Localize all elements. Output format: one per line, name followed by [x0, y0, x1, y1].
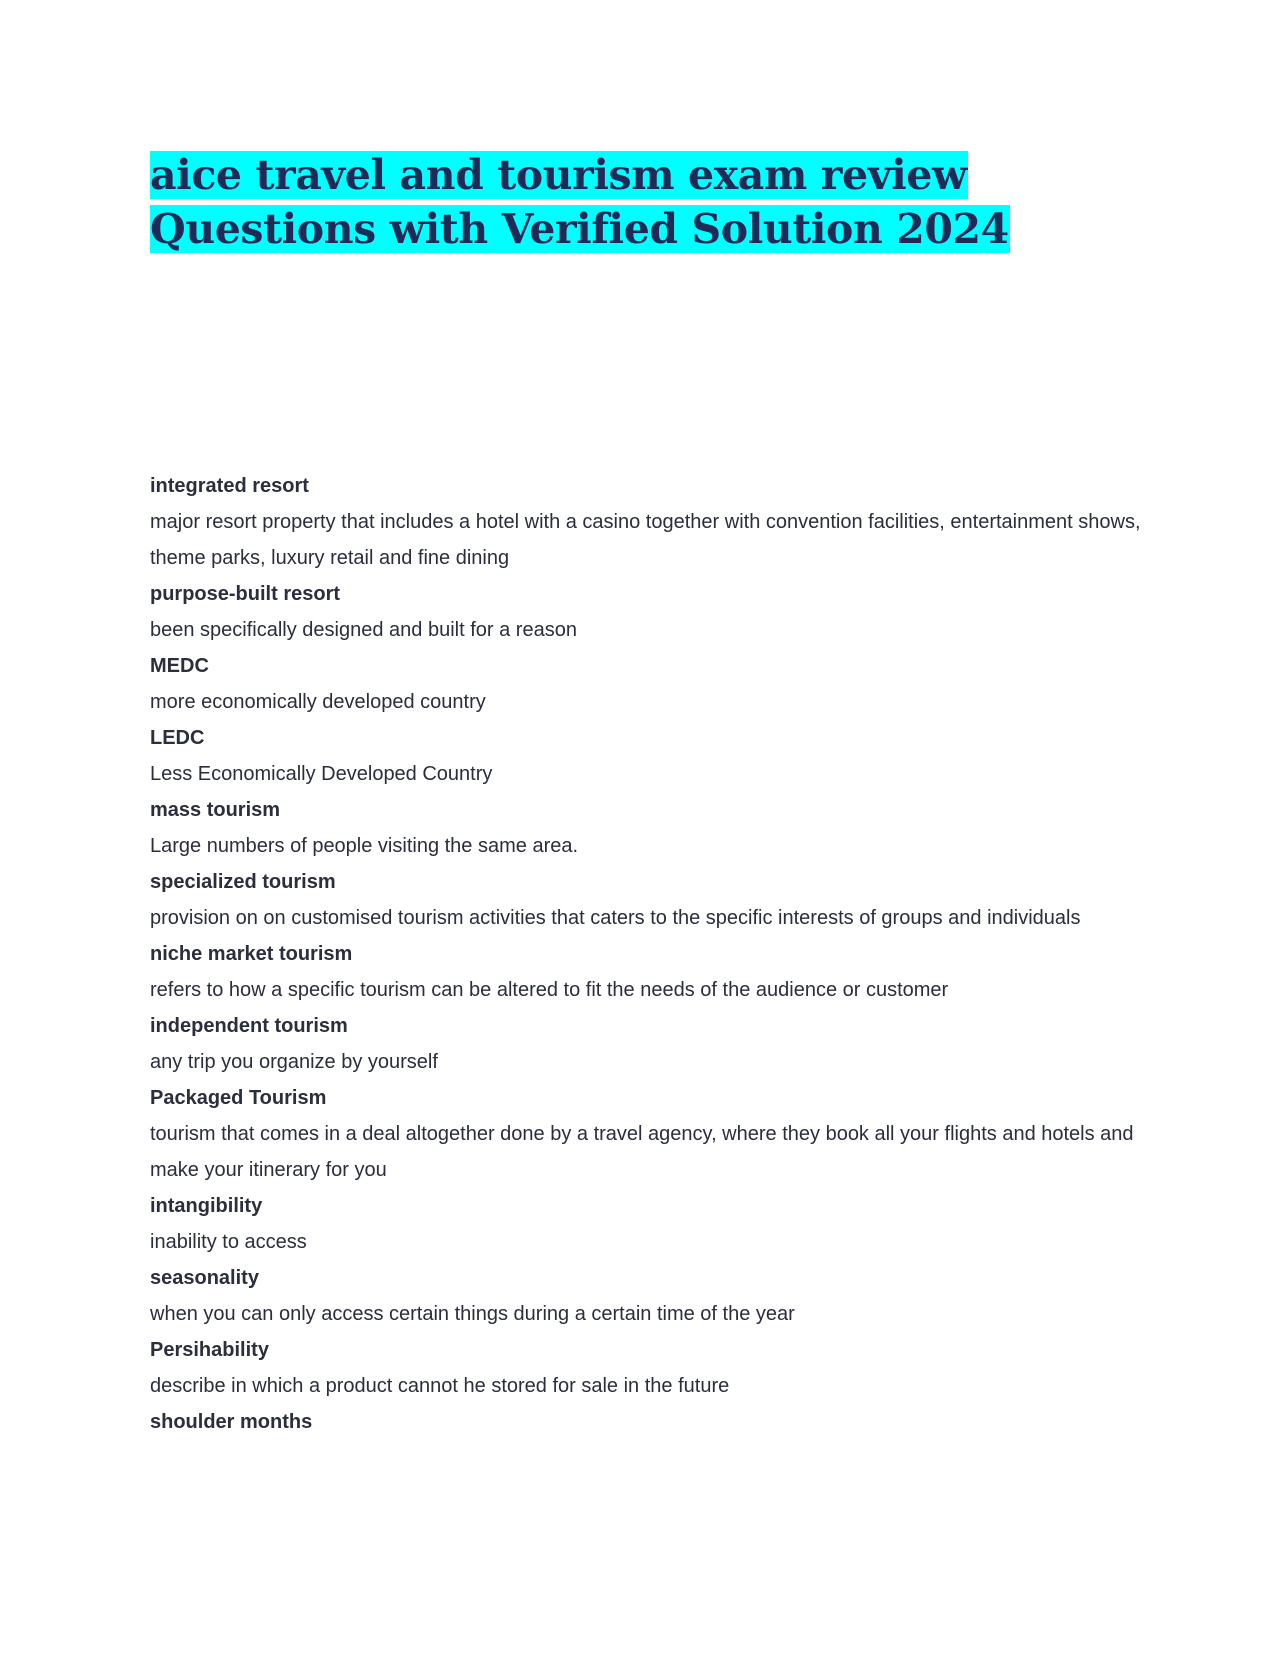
- definition-packaged-tourism: tourism that comes in a deal altogether done by a travel agency, where they book all your flights and hotels and make your itinerary for you: [150, 1123, 1134, 1181]
- definition-purpose-built-resort: been specifically designed and built for a reason: [150, 619, 577, 641]
- term-ledc: LEDC: [150, 727, 205, 749]
- definition-mass-tourism: Large numbers of people visiting the same area.: [150, 835, 579, 857]
- term-purpose-built-resort: purpose-built resort: [150, 583, 341, 605]
- definition-independent-tourism: any trip you organize by yourself: [150, 1051, 438, 1073]
- definition-seasonality: when you can only access certain things during a certain time of the year: [150, 1303, 795, 1325]
- document-title: [150, 148, 1150, 256]
- term-seasonality: seasonality: [150, 1267, 259, 1289]
- definition-ledc: Less Economically Developed Country: [150, 763, 493, 785]
- term-integrated-resort: integrated resort: [150, 475, 309, 497]
- term-perishability: Persihability: [150, 1339, 269, 1361]
- definition-specialized-tourism: provision on on customised tourism activities that caters to the specific interests of groups and individuals: [150, 907, 1081, 929]
- term-packaged-tourism: Packaged Tourism: [150, 1087, 327, 1109]
- definition-perishability: describe in which a product cannot he stored for sale in the future: [150, 1375, 730, 1397]
- term-list: [150, 468, 1150, 1440]
- definition-niche-market-tourism: refers to how a specific tourism can be altered to fit the needs of the audience or customer: [150, 979, 949, 1001]
- term-specialized-tourism: specialized tourism: [150, 871, 336, 893]
- term-medc: MEDC: [150, 655, 209, 677]
- term-independent-tourism: independent tourism: [150, 1015, 348, 1037]
- definition-medc: more economically developed country: [150, 691, 486, 713]
- term-shoulder-months: shoulder months: [150, 1411, 313, 1433]
- definition-intangibility: inability to access: [150, 1231, 307, 1253]
- document-page: [150, 148, 1150, 1433]
- title-line-2: Questions with Verified Solution 2024: [150, 205, 1009, 253]
- definition-integrated-resort: major resort property that includes a hotel with a casino together with convention facilities, entertainment shows, theme parks, luxury retail and fine dining: [150, 511, 1141, 569]
- title-line-1: aice travel and tourism exam review: [150, 151, 967, 199]
- term-niche-market-tourism: niche market tourism: [150, 943, 353, 965]
- term-intangibility: intangibility: [150, 1195, 263, 1217]
- term-mass-tourism: mass tourism: [150, 799, 281, 821]
